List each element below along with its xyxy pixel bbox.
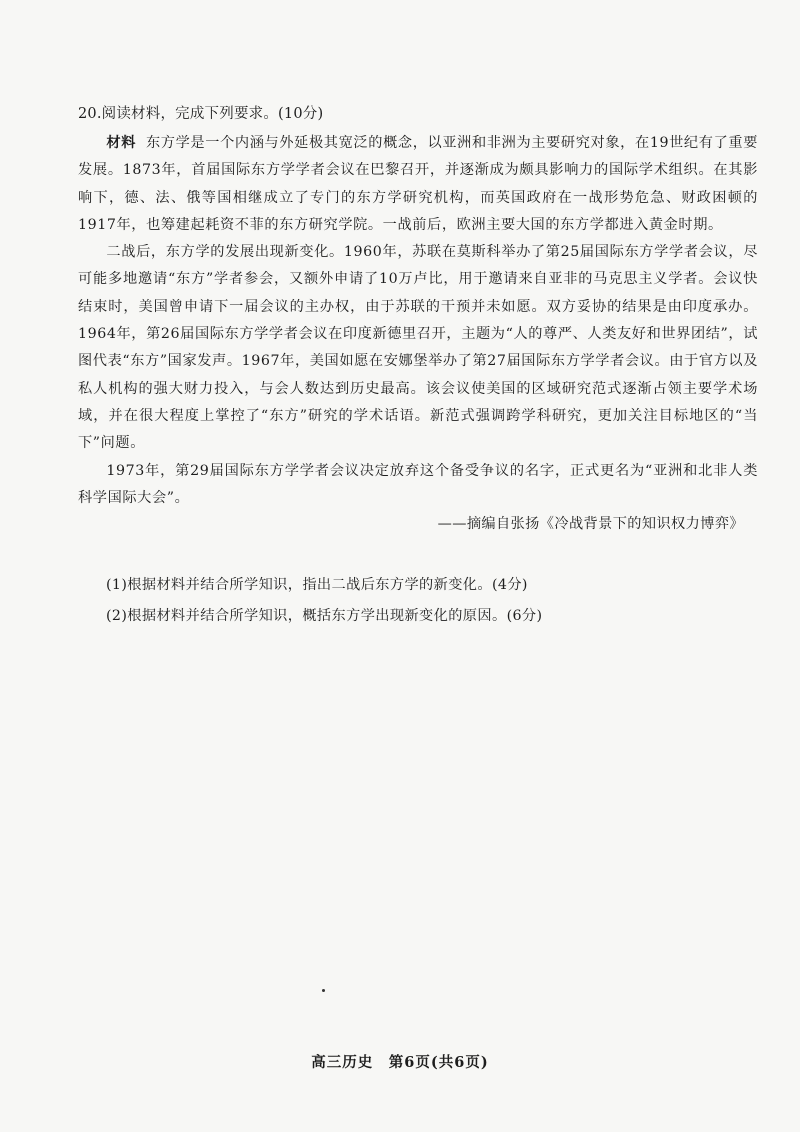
question-header: 20.阅读材料，完成下列要求。(10分): [78, 106, 324, 122]
sub-question-2: (2)根据材料并结合所学知识，概括东方学出现新变化的原因。(6分): [106, 608, 543, 624]
material-paragraph-2: 二战后，东方学的发展出现新变化。1960年，苏联在莫斯科举办了第25届国际东方学学者会议，尽可能多地邀请“东方”学者参会，又额外申请了10万卢比，用于邀请来自亚非的马克思主义学者。会议快结束时，美国曾申请下一届会议的主办权，由于苏联的干预并未如愿。双方妥协的结果是由印度承办。1964年，第26届国际东方学学者会议在印度新德里召开，主题为“人的尊严、人类友好和世界团结”，试图代表“东方”国家发声。1967年，美国如愿在安娜堡举办了第27届国际东方学学者会议。由于官方以及私人机构的强大财力投入，与会人数达到历史最高。该会议使美国的区域研究范式逐渐占领主要学术场域，并在很大程度上掌控了“东方”研究的学术话语。新范式强调跨学科研究，更加关注目标地区的“当下”问题。: [78, 244, 758, 452]
material-paragraph-1-text: 东方学是一个内涵与外延极其宽泛的概念，以亚洲和非洲为主要研究对象，在19世纪有了重要发展。1873年，首届国际东方学学者会议在巴黎召开，并逐渐成为颇具影响力的国际学术组织。在其影响下，德、法、俄等国相继成立了专门的东方学研究机构，而英国政府在一战形势危急、财政困顿的1917年，也筹建起耗资不菲的东方研究学院。一战前后，欧洲主要大国的东方学都进入黄金时期。: [78, 135, 758, 233]
scan-speck: [322, 989, 325, 992]
material-source: ——摘编自张扬《冷战背景下的知识权力博弈》: [437, 516, 744, 532]
material-block: [78, 130, 758, 512]
page-footer: 高三历史 第6页(共6页): [311, 1054, 489, 1071]
material-paragraph-1: [78, 130, 758, 239]
material-paragraph-3: 1973年，第29届国际东方学学者会议决定放弃这个备受争议的名字，正式更名为“亚洲和北非人类科学国际大会”。: [78, 462, 758, 506]
material-label: 材料: [106, 135, 137, 151]
sub-question-1: (1)根据材料并结合所学知识，指出二战后东方学的新变化。(4分): [106, 577, 528, 593]
